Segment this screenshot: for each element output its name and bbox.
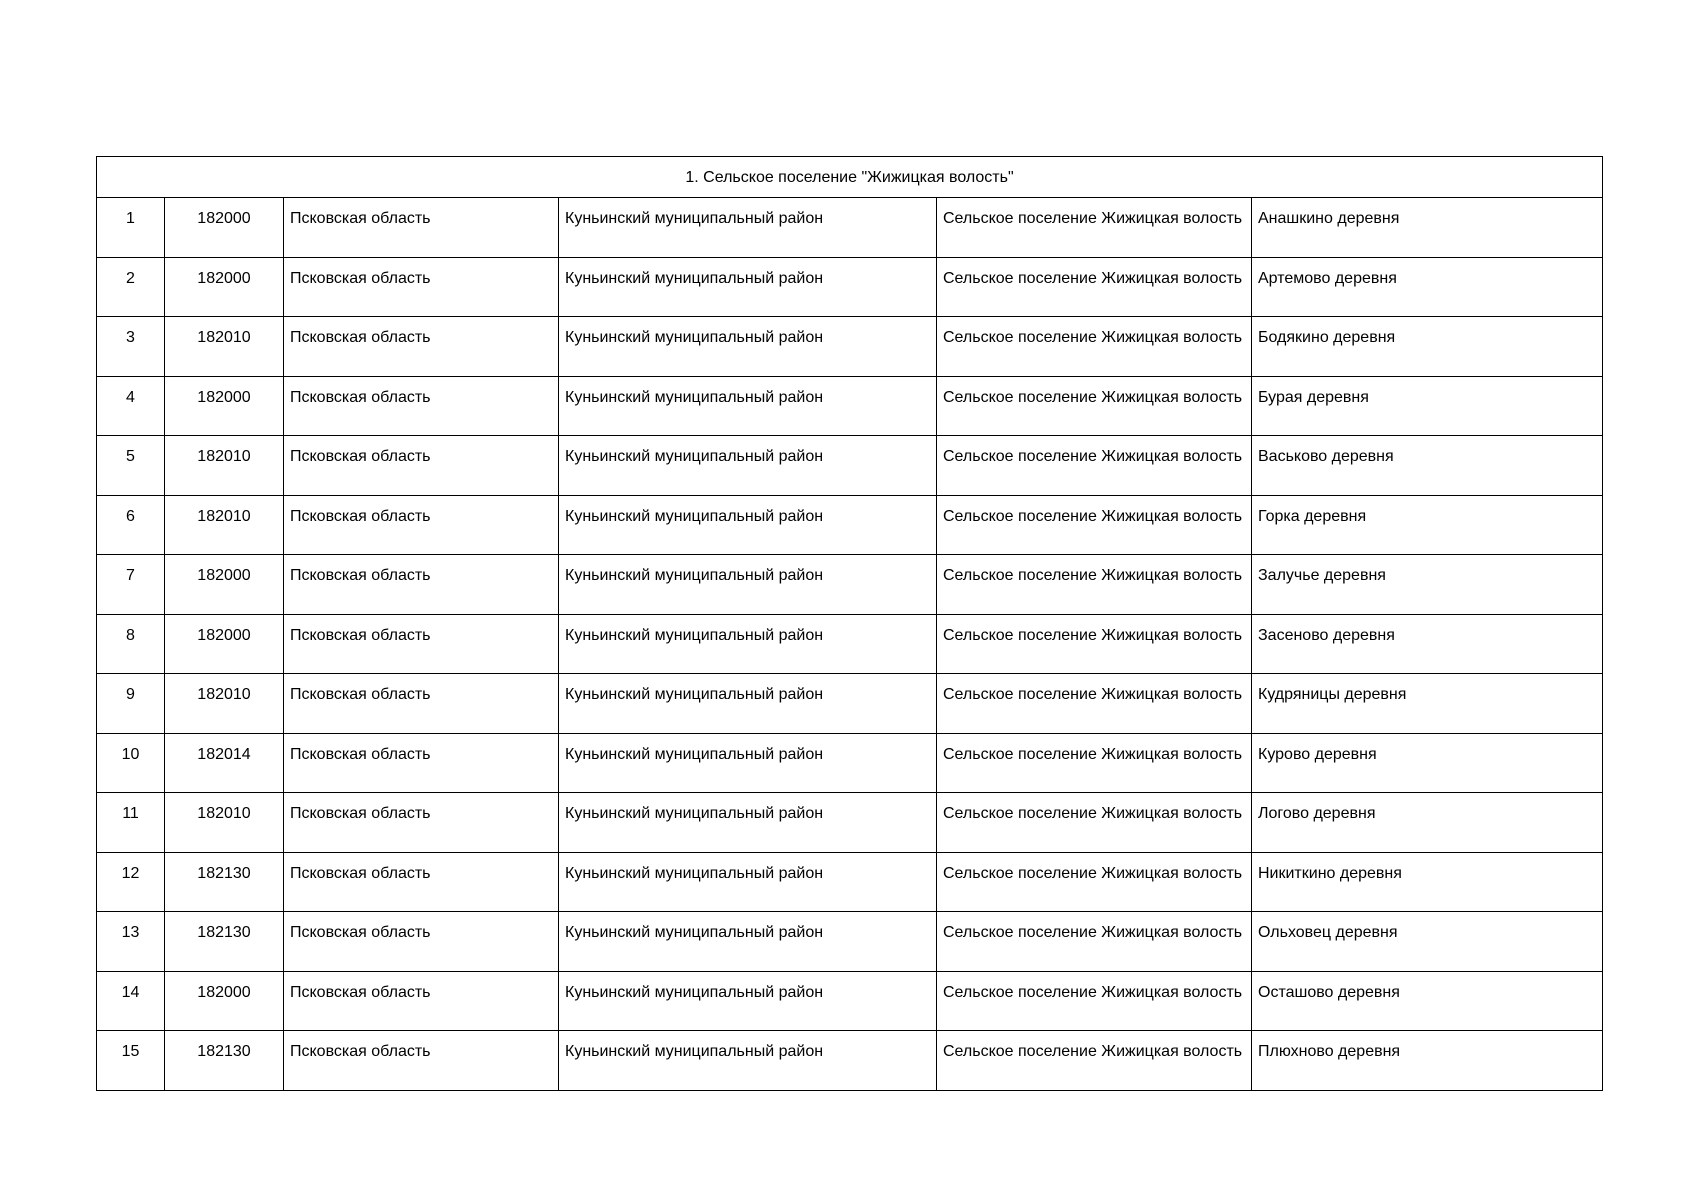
cell-number: 5 (97, 436, 165, 496)
cell-number: 2 (97, 257, 165, 317)
cell-postal-code: 182010 (165, 674, 284, 734)
cell-number: 11 (97, 793, 165, 853)
cell-district: Куньинский муниципальный район (559, 257, 937, 317)
cell-region: Псковская область (284, 436, 559, 496)
cell-postal-code: 182000 (165, 971, 284, 1031)
cell-region: Псковская область (284, 376, 559, 436)
table-row (97, 912, 1603, 972)
cell-district: Куньинский муниципальный район (559, 198, 937, 258)
cell-locality: Горка деревня (1252, 495, 1603, 555)
cell-postal-code: 182130 (165, 852, 284, 912)
table-row (97, 436, 1603, 496)
table-row (97, 733, 1603, 793)
cell-region: Псковская область (284, 793, 559, 853)
cell-locality: Плюхново деревня (1252, 1031, 1603, 1091)
cell-locality: Бурая деревня (1252, 376, 1603, 436)
cell-settlement: Сельское поселение Жижицкая волость (937, 555, 1252, 615)
section-title: 1. Сельское поселение "Жижицкая волость" (97, 157, 1603, 198)
cell-locality: Кудряницы деревня (1252, 674, 1603, 734)
table-row (97, 674, 1603, 734)
cell-postal-code: 182010 (165, 495, 284, 555)
cell-locality: Логово деревня (1252, 793, 1603, 853)
cell-settlement: Сельское поселение Жижицкая волость (937, 674, 1252, 734)
table-row (97, 555, 1603, 615)
cell-locality: Васьково деревня (1252, 436, 1603, 496)
cell-number: 1 (97, 198, 165, 258)
cell-locality: Анашкино деревня (1252, 198, 1603, 258)
cell-settlement: Сельское поселение Жижицкая волость (937, 257, 1252, 317)
document-page (96, 156, 1602, 1091)
cell-settlement: Сельское поселение Жижицкая волость (937, 1031, 1252, 1091)
cell-locality: Курово деревня (1252, 733, 1603, 793)
cell-postal-code: 182000 (165, 555, 284, 615)
cell-region: Псковская область (284, 971, 559, 1031)
cell-region: Псковская область (284, 198, 559, 258)
table-row (97, 852, 1603, 912)
cell-district: Куньинский муниципальный район (559, 495, 937, 555)
cell-postal-code: 182000 (165, 257, 284, 317)
cell-settlement: Сельское поселение Жижицкая волость (937, 912, 1252, 972)
cell-region: Псковская область (284, 257, 559, 317)
section-header-row (97, 157, 1603, 198)
table-row (97, 257, 1603, 317)
cell-settlement: Сельское поселение Жижицкая волость (937, 317, 1252, 377)
table-row (97, 971, 1603, 1031)
table-row (97, 793, 1603, 853)
cell-postal-code: 182014 (165, 733, 284, 793)
table-row (97, 614, 1603, 674)
cell-postal-code: 182130 (165, 912, 284, 972)
cell-district: Куньинский муниципальный район (559, 436, 937, 496)
cell-settlement: Сельское поселение Жижицкая волость (937, 198, 1252, 258)
cell-region: Псковская область (284, 1031, 559, 1091)
cell-settlement: Сельское поселение Жижицкая волость (937, 793, 1252, 853)
cell-district: Куньинский муниципальный район (559, 674, 937, 734)
cell-region: Псковская область (284, 495, 559, 555)
cell-number: 12 (97, 852, 165, 912)
cell-number: 15 (97, 1031, 165, 1091)
cell-region: Псковская область (284, 912, 559, 972)
cell-region: Псковская область (284, 555, 559, 615)
cell-region: Псковская область (284, 317, 559, 377)
cell-district: Куньинский муниципальный район (559, 555, 937, 615)
cell-region: Псковская область (284, 852, 559, 912)
cell-number: 6 (97, 495, 165, 555)
cell-postal-code: 182000 (165, 376, 284, 436)
cell-postal-code: 182010 (165, 793, 284, 853)
cell-locality: Засеново деревня (1252, 614, 1603, 674)
table-row (97, 1031, 1603, 1091)
cell-postal-code: 182010 (165, 436, 284, 496)
cell-number: 13 (97, 912, 165, 972)
cell-locality: Бодякино деревня (1252, 317, 1603, 377)
cell-number: 7 (97, 555, 165, 615)
cell-number: 4 (97, 376, 165, 436)
cell-locality: Ольховец деревня (1252, 912, 1603, 972)
cell-number: 14 (97, 971, 165, 1031)
cell-locality: Осташово деревня (1252, 971, 1603, 1031)
cell-settlement: Сельское поселение Жижицкая волость (937, 852, 1252, 912)
cell-postal-code: 182000 (165, 614, 284, 674)
cell-settlement: Сельское поселение Жижицкая волость (937, 733, 1252, 793)
cell-region: Псковская область (284, 674, 559, 734)
table-row (97, 317, 1603, 377)
cell-locality: Артемово деревня (1252, 257, 1603, 317)
cell-district: Куньинский муниципальный район (559, 852, 937, 912)
cell-district: Куньинский муниципальный район (559, 793, 937, 853)
cell-postal-code: 182000 (165, 198, 284, 258)
cell-settlement: Сельское поселение Жижицкая волость (937, 495, 1252, 555)
table-row (97, 376, 1603, 436)
cell-settlement: Сельское поселение Жижицкая волость (937, 971, 1252, 1031)
cell-district: Куньинский муниципальный район (559, 1031, 937, 1091)
cell-region: Псковская область (284, 614, 559, 674)
table-row (97, 495, 1603, 555)
cell-district: Куньинский муниципальный район (559, 317, 937, 377)
cell-postal-code: 182130 (165, 1031, 284, 1091)
cell-postal-code: 182010 (165, 317, 284, 377)
cell-district: Куньинский муниципальный район (559, 912, 937, 972)
cell-region: Псковская область (284, 733, 559, 793)
cell-number: 3 (97, 317, 165, 377)
cell-settlement: Сельское поселение Жижицкая волость (937, 376, 1252, 436)
cell-locality: Никиткино деревня (1252, 852, 1603, 912)
cell-district: Куньинский муниципальный район (559, 376, 937, 436)
cell-number: 10 (97, 733, 165, 793)
cell-district: Куньинский муниципальный район (559, 971, 937, 1031)
cell-settlement: Сельское поселение Жижицкая волость (937, 614, 1252, 674)
table-row (97, 198, 1603, 258)
cell-district: Куньинский муниципальный район (559, 733, 937, 793)
cell-number: 9 (97, 674, 165, 734)
cell-number: 8 (97, 614, 165, 674)
cell-district: Куньинский муниципальный район (559, 614, 937, 674)
cell-settlement: Сельское поселение Жижицкая волость (937, 436, 1252, 496)
cell-locality: Залучье деревня (1252, 555, 1603, 615)
settlements-table (96, 156, 1603, 1091)
